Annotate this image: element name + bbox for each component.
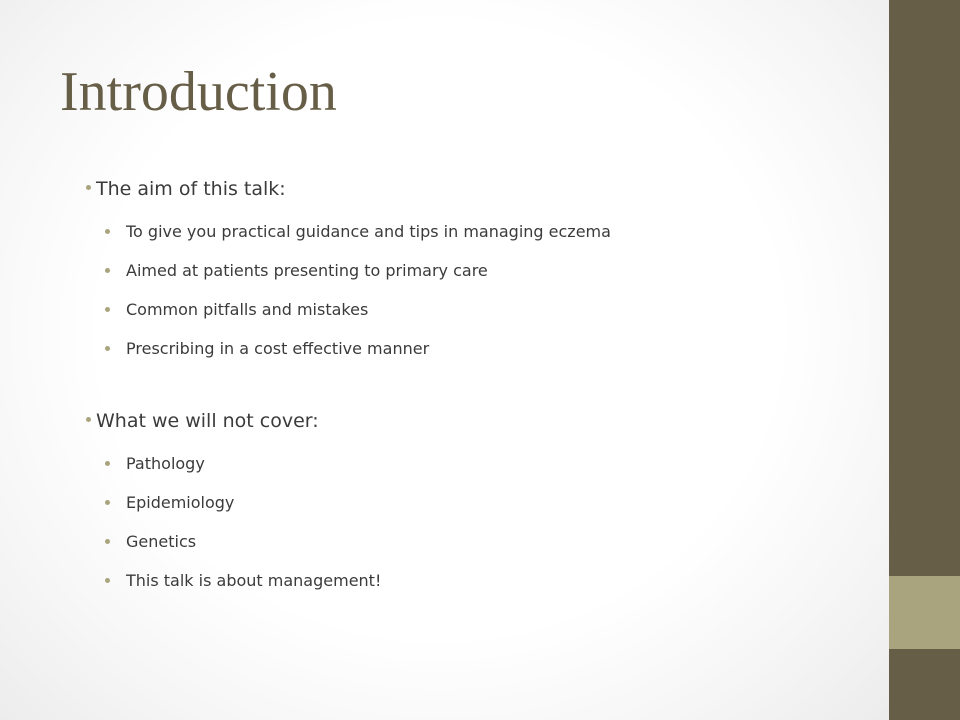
side-decoration-accent xyxy=(889,576,960,649)
bullet-heading: What we will not cover: xyxy=(96,402,876,440)
bullet-list xyxy=(96,212,876,368)
slide-body xyxy=(96,170,876,600)
bullet-item: This talk is about management! xyxy=(126,561,876,600)
bullet-item: Epidemiology xyxy=(126,483,876,522)
bullet-item: Prescribing in a cost effective manner xyxy=(126,329,876,368)
bullet-item: Pathology xyxy=(126,444,876,483)
bullet-heading: The aim of this talk: xyxy=(96,170,876,208)
bullet-item: Common pitfalls and mistakes xyxy=(126,290,876,329)
bullet-list xyxy=(96,444,876,600)
bullet-item: Genetics xyxy=(126,522,876,561)
bullet-item: To give you practical guidance and tips in managing eczema xyxy=(126,212,876,251)
bullet-item: Aimed at patients presenting to primary care xyxy=(126,251,876,290)
slide-title: Introduction xyxy=(60,61,337,123)
section-aim xyxy=(96,170,876,368)
section-not-covered xyxy=(96,402,876,600)
